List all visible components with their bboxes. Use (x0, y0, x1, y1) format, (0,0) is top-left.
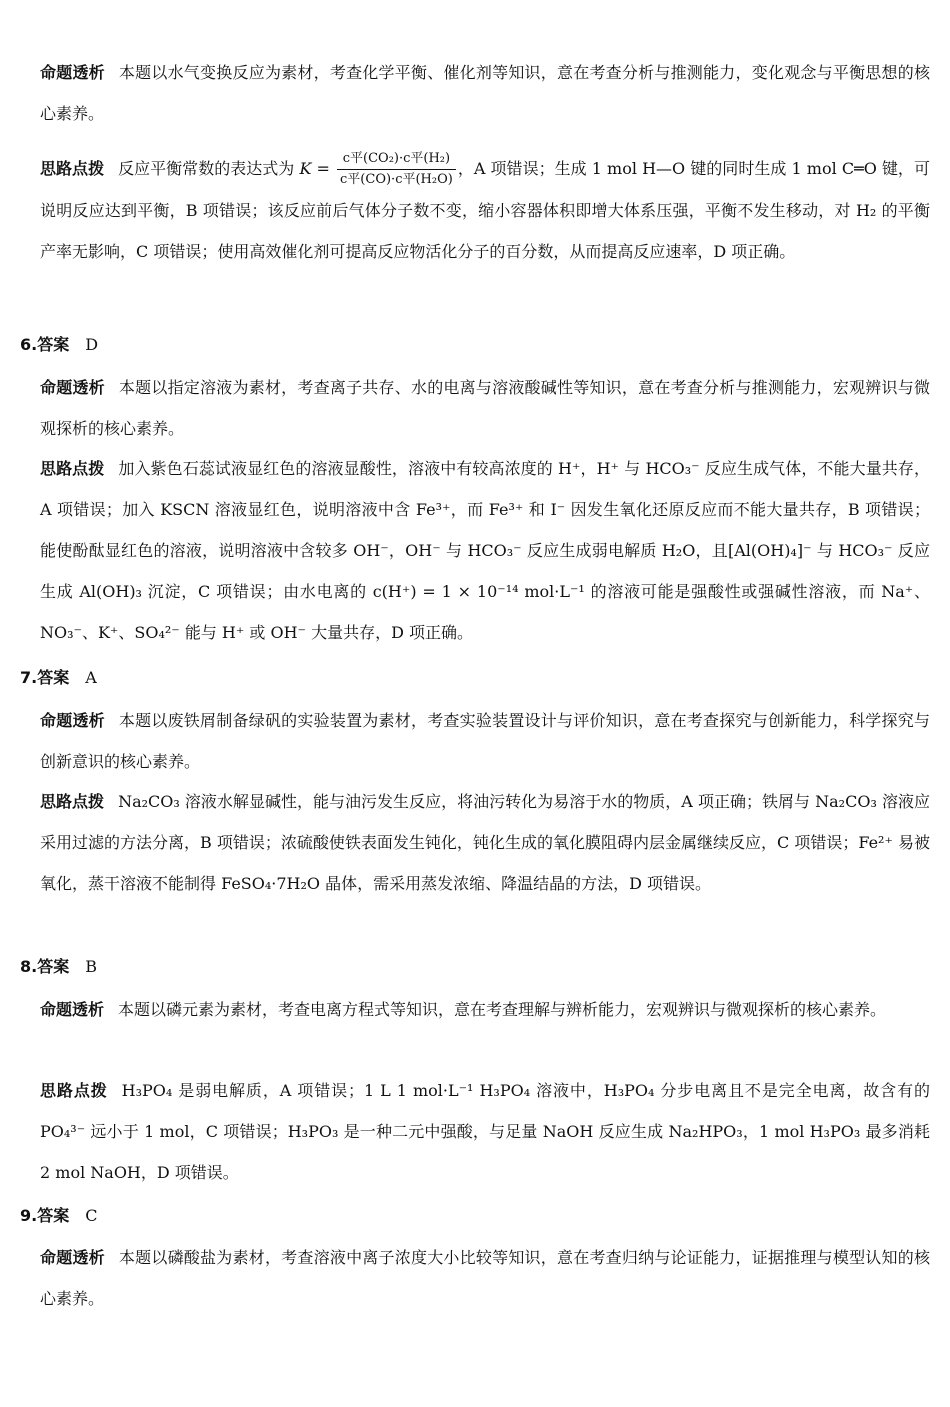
q9-answer-line (20, 1204, 97, 1228)
fraction-numerator: c平(CO₂)·c平(H₂) (337, 149, 456, 170)
answer-label: 答案 (37, 335, 70, 354)
hint-label: 思路点拨 (40, 1081, 108, 1100)
q8-hint-paragraph (40, 1070, 930, 1193)
analysis-label: 命题透析 (40, 1248, 105, 1267)
q5-analysis-paragraph (40, 52, 930, 134)
q9-analysis-paragraph (40, 1237, 930, 1319)
fraction-denominator: c平(CO)·c平(H₂O) (340, 172, 453, 187)
q7-analysis-text: 本题以废铁屑制备绿矾的实验装置为素材，考查实验装置设计与评价知识，意在考查探究与创新能力，科学探究与创新意识的核心素养。 (40, 711, 930, 771)
analysis-label: 命题透析 (40, 378, 105, 397)
q6-hint-text: 加入紫色石蕊试液显红色的溶液显酸性，溶液中有较高浓度的 H⁺，H⁺ 与 HCO₃⁻ 反应生成气体，不能大量共存，A 项错误；加入 KSCN 溶液显红色，说明溶液中含 Fe³⁺，而 Fe³⁺ 和 I⁻ 因发生氧化还原反应而不能大量共存，B 项错误；能使酚酞显红色的溶液，说明溶液中含较多 OH⁻，OH⁻ 与 HCO₃⁻ 反应生成弱电解质 H₂O，且[Al(OH)₄]⁻ 与 HCO₃⁻ 反应生成 Al(OH)₃ 沉淀，C 项错误；由水电离的 c(H⁺) = 1 × 10⁻¹⁴ mol·L⁻¹ 的溶液可能是强酸性或强碱性溶液，而 Na⁺、NO₃⁻、K⁺、SO₄²⁻ 能与 H⁺ 或 OH⁻ 大量共存，D 项正确。 (40, 459, 930, 642)
hint-label: 思路点拨 (40, 792, 105, 811)
q8-number: 8. (20, 957, 38, 976)
q5-hint-paragraph (40, 148, 930, 272)
q7-analysis-paragraph (40, 700, 930, 782)
q7-answer-line (20, 666, 97, 690)
analysis-label: 命题透析 (40, 711, 105, 730)
hint-label: 思路点拨 (40, 459, 105, 478)
answer-label: 答案 (37, 668, 70, 687)
q8-answer-line (20, 955, 97, 979)
q8-answer-letter: B (85, 957, 97, 976)
q5-hint-text: ，A 项错误；生成 1 mol H—O 键的同时生成 1 mol C═O 键，可说明反应达到平衡，B 项错误；该反应前后气体分子数不变，缩小容器体积即增大体系压强，平衡不发生移动，对 H₂ 的平衡产率无影响，C 项错误；使用高效催化剂可提高反应物活化分子的百分数，从而提高反应速率，D 项正确。 (40, 159, 930, 261)
q6-analysis-paragraph (40, 367, 930, 449)
q5-hint-intro: 反应平衡常数的表达式为 (118, 159, 295, 178)
q9-number: 9. (20, 1206, 38, 1225)
answer-label: 答案 (37, 1206, 70, 1225)
q6-answer-letter: D (85, 335, 99, 354)
equilibrium-constant-fraction (337, 149, 456, 190)
equilibrium-constant-symbol: K = (299, 159, 330, 178)
q8-hint-text: H₃PO₄ 是弱电解质，A 项错误；1 L 1 mol·L⁻¹ H₃PO₄ 溶液中，H₃PO₄ 分步电离且不是完全电离，故含有的 PO₄³⁻ 远小于 1 mol，C 项错误；H₃PO₃ 是一种二元中强酸，与足量 NaOH 反应生成 Na₂HPO₃，1 mol H₃PO₃ 最多消耗 2 mol NaOH，D 项错误。 (40, 1081, 930, 1182)
q7-hint-paragraph (40, 781, 930, 904)
q9-analysis-text: 本题以磷酸盐为素材，考查溶液中离子浓度大小比较等知识，意在考查归纳与论证能力，证据推理与模型认知的核心素养。 (40, 1248, 930, 1308)
analysis-label: 命题透析 (40, 1000, 105, 1019)
q7-answer-letter: A (85, 668, 97, 687)
q8-analysis-paragraph (40, 989, 930, 1030)
q6-hint-paragraph (40, 448, 930, 653)
answer-label: 答案 (37, 957, 70, 976)
q6-analysis-text: 本题以指定溶液为素材，考查离子共存、水的电离与溶液酸碱性等知识，意在考查分析与推测能力，宏观辨识与微观探析的核心素养。 (40, 378, 930, 438)
hint-label: 思路点拨 (40, 159, 105, 178)
analysis-label: 命题透析 (40, 63, 105, 82)
q9-answer-letter: C (85, 1206, 98, 1225)
q7-hint-text: Na₂CO₃ 溶液水解显碱性，能与油污发生反应，将油污转化为易溶于水的物质，A 项正确；铁屑与 Na₂CO₃ 溶液应采用过滤的方法分离，B 项错误；浓硫酸使铁表面发生钝化，钝化生成的氧化膜阻碍内层金属继续反应，C 项错误；Fe²⁺ 易被氧化，蒸干溶液不能制得 FeSO₄·7H₂O 晶体，需采用蒸发浓缩、降温结晶的方法，D 项错误。 (40, 792, 930, 893)
q8-analysis-text: 本题以磷元素为素材，考查电离方程式等知识，意在考查理解与辨析能力，宏观辨识与微观探析的核心素养。 (118, 1000, 887, 1019)
q7-number: 7. (20, 668, 38, 687)
q6-answer-line (20, 333, 98, 357)
q6-number: 6. (20, 335, 38, 354)
q5-analysis-text: 本题以水气变换反应为素材，考查化学平衡、催化剂等知识，意在考查分析与推测能力，变化观念与平衡思想的核心素养。 (40, 63, 930, 123)
